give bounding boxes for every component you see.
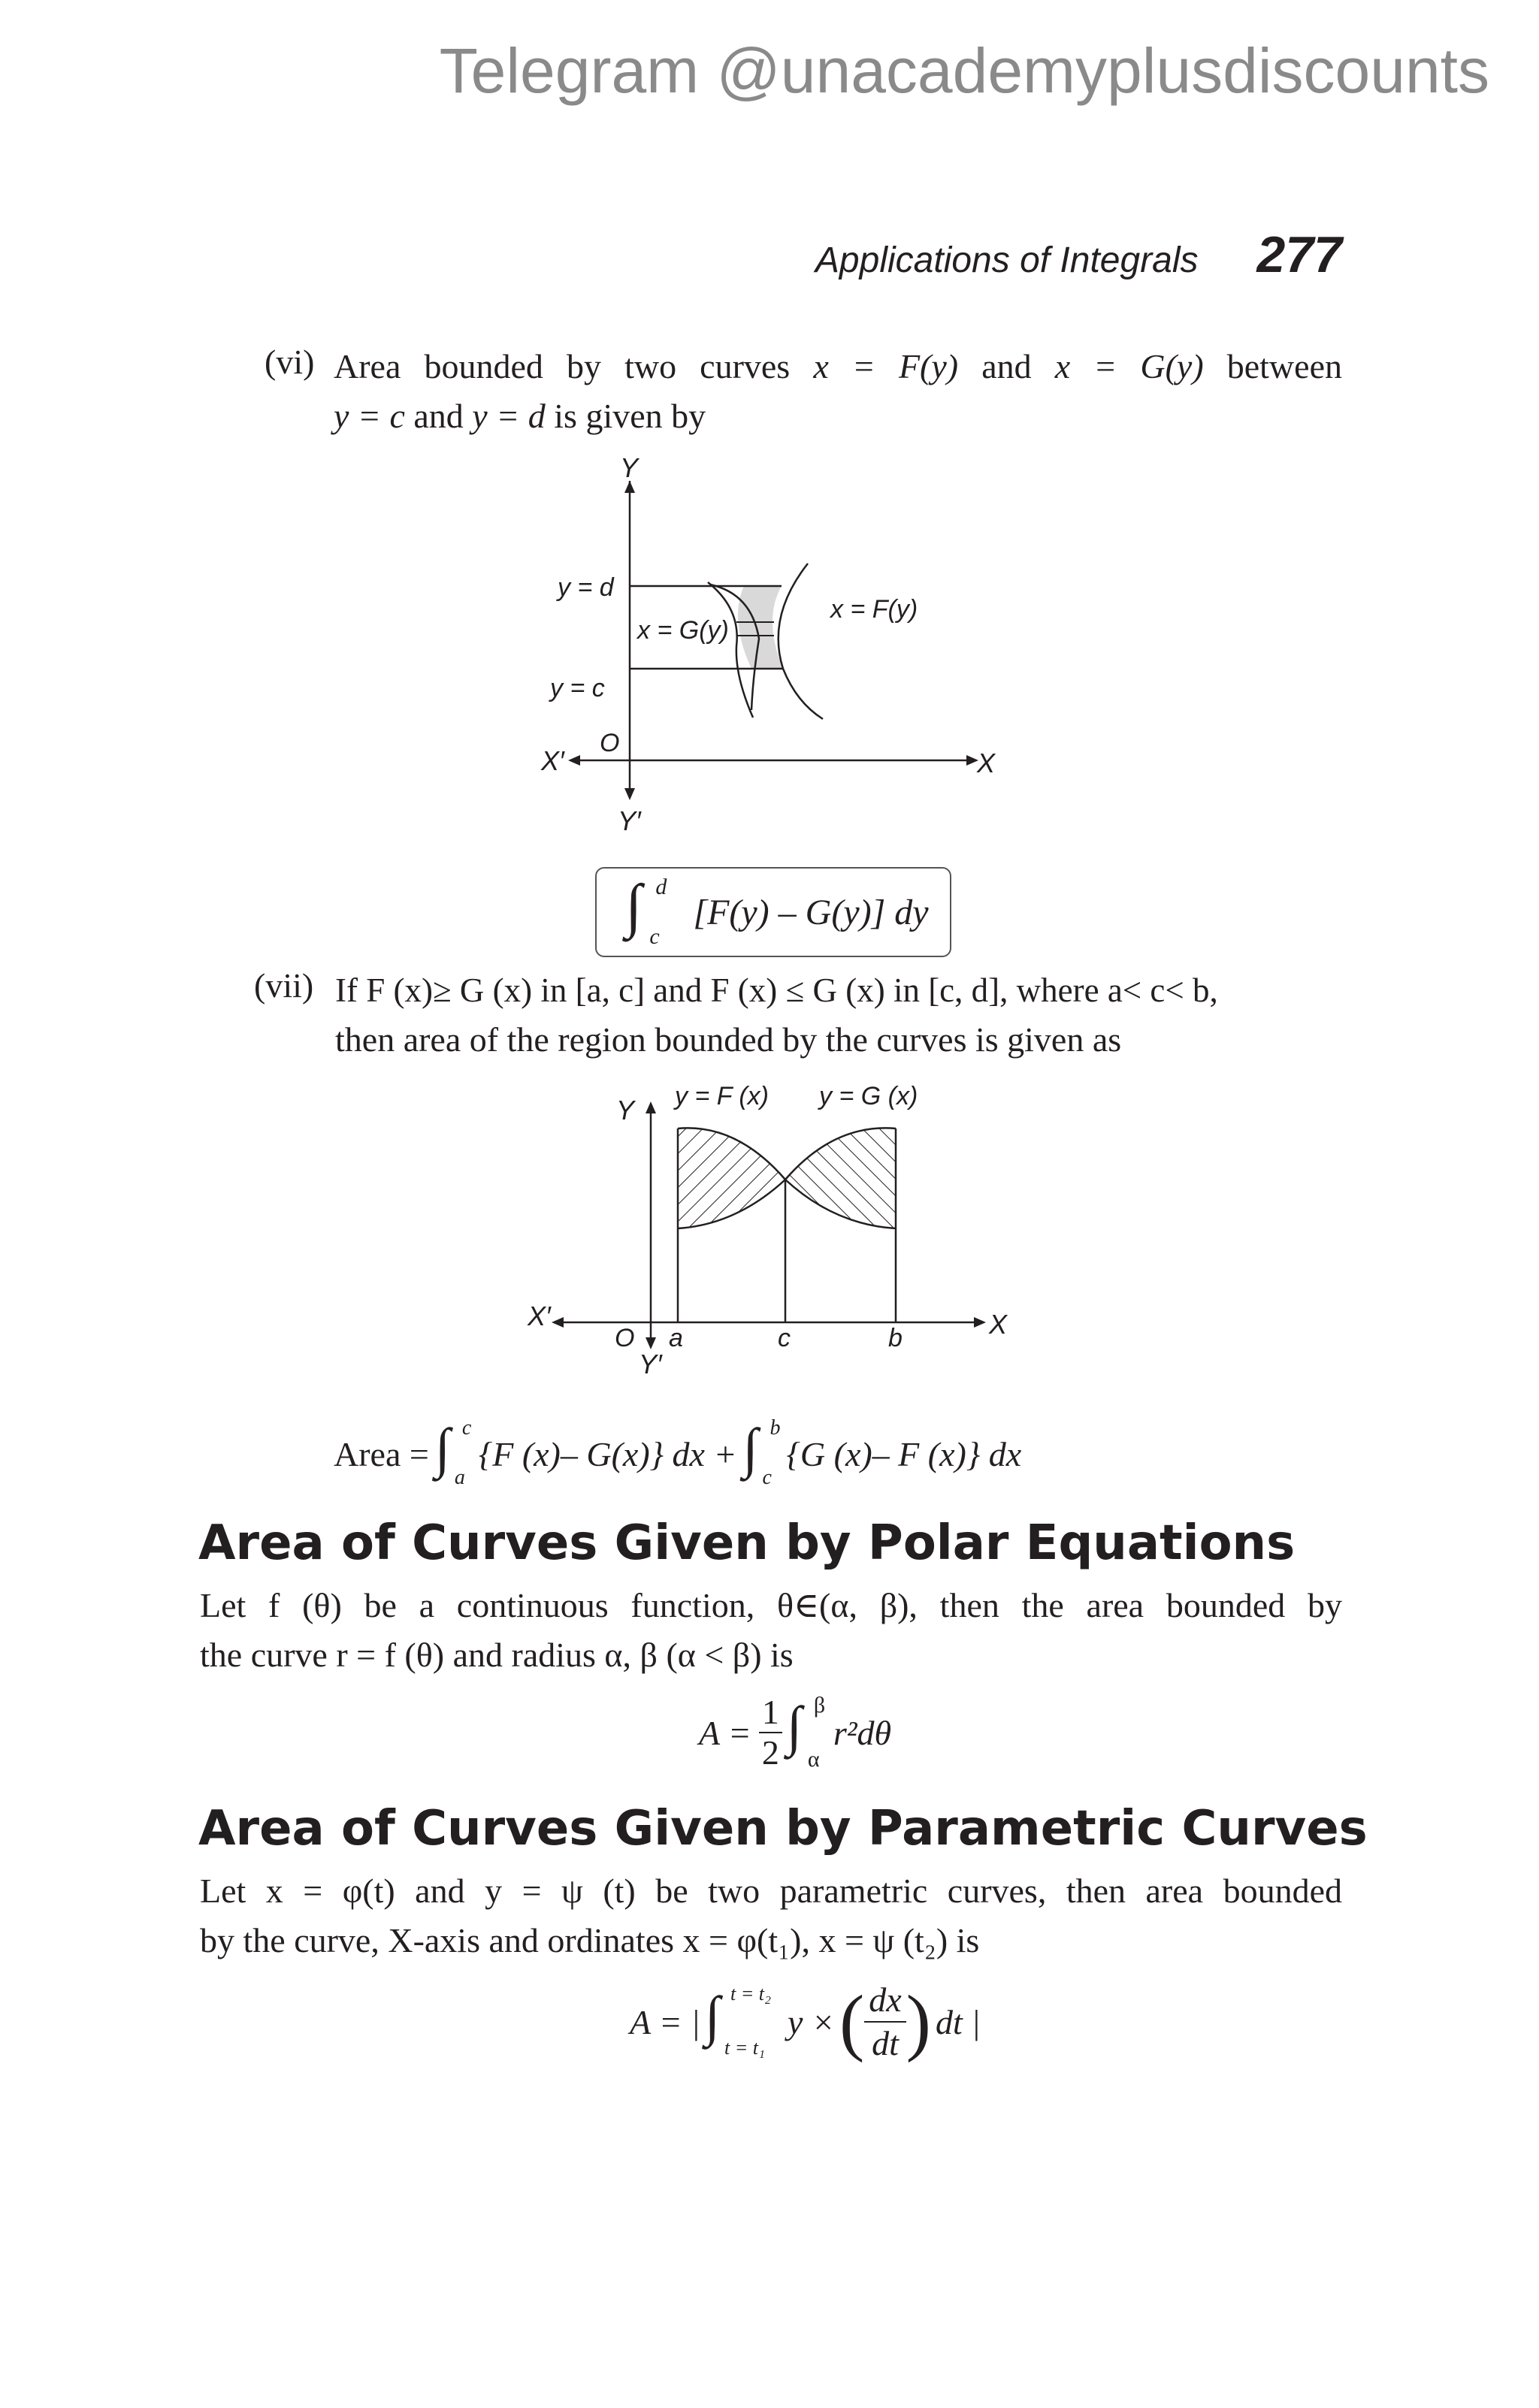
integral-upper-limit: d xyxy=(655,875,667,899)
integral-lower-limit: c xyxy=(649,924,660,949)
item-vii xyxy=(254,965,1342,1065)
polar-line2: the curve r = f (θ) and radius α, β (α < β) is xyxy=(200,1636,794,1674)
parametric-formula xyxy=(630,1973,981,2071)
polar-integral xyxy=(787,1691,833,1774)
polar-formula xyxy=(699,1687,891,1778)
parametric-integral-upper: t = t₂ xyxy=(730,1983,771,2005)
item-vi-label: (vi) xyxy=(265,343,315,381)
integral-sign-wrap xyxy=(618,875,678,950)
item-vii-line2: then area of the region bounded by the curves is given as xyxy=(335,1020,1122,1059)
polar-integral-sign: ∫ xyxy=(786,1696,803,1757)
heading-parametric: Area of Curves Given by Parametric Curves xyxy=(198,1801,1368,1857)
area-integrand2: {G (x)– F (x)} dx xyxy=(786,1434,1022,1473)
item-vi-and: and xyxy=(958,347,1055,385)
math-y-eq-c: y = c xyxy=(334,397,405,435)
fig2-x-arrow-left xyxy=(552,1317,564,1328)
area-integrand1: {F (x)– G(x)} dx + xyxy=(478,1434,737,1473)
fig2-label-X-neg: X′ xyxy=(528,1301,551,1331)
parametric-tail: dt | xyxy=(935,2002,981,2041)
item-vi-line1 xyxy=(334,342,1342,391)
polar-integral-lower: α xyxy=(807,1747,820,1772)
x-axis-arrow-left xyxy=(568,755,580,766)
parametric-line1: Let x = φ(t) and y = ψ (t) be two parametric curves, then area bounded xyxy=(200,1872,1342,1910)
parametric-line2: by the curve, X-axis and ordinates x = φ(t₁), x = ψ (t₂) is xyxy=(200,1921,980,1959)
parametric-frac-den: dt xyxy=(872,2024,899,2062)
item-vi xyxy=(265,342,1342,441)
area-integral1 xyxy=(435,1416,479,1491)
area-integral2-upper: b xyxy=(770,1416,781,1440)
polar-half-den: 2 xyxy=(761,1733,779,1772)
integral-sign: ∫ xyxy=(625,873,643,939)
parametric-dx-dt-fraction xyxy=(864,1979,906,2065)
item-vi-text: Area bounded by two curves xyxy=(334,347,814,385)
fig1-label-O: O xyxy=(600,729,620,757)
math-y-eq-d: y = d xyxy=(472,397,546,435)
fig1-label-F: x = F(y) xyxy=(830,595,918,624)
region-a-c-hatched xyxy=(678,1128,785,1228)
polar-half-num: 1 xyxy=(759,1693,782,1733)
fig2-label-b: b xyxy=(888,1324,903,1352)
fig2-label-c: c xyxy=(778,1324,791,1352)
item-vi-line2 xyxy=(334,391,1342,441)
polar-integral-upper: β xyxy=(813,1693,826,1718)
curve-F xyxy=(779,563,823,719)
polar-A-eq: A = xyxy=(699,1713,751,1752)
area-prefix: Area = xyxy=(334,1434,429,1473)
page-number: 277 xyxy=(1256,226,1342,283)
fig1-label-Y: Y xyxy=(620,452,639,483)
fig1-label-G: x = G(y) xyxy=(637,616,729,645)
parametric-integral xyxy=(705,1977,788,2067)
fig2-label-Y: Y xyxy=(616,1095,635,1125)
area-integral2-lower: c xyxy=(762,1466,772,1489)
polar-half-fraction xyxy=(759,1693,782,1772)
parametric-y-times: y × xyxy=(787,2002,835,2041)
integrand-F-minus-G: [F(y) – G(y)] dy xyxy=(693,892,929,932)
parametric-integral-sign: ∫ xyxy=(704,1986,721,2047)
chapter-title: Applications of Integrals xyxy=(815,240,1199,280)
fig1-label-X: X xyxy=(977,748,996,778)
fig2-x-arrow-right xyxy=(974,1317,986,1328)
figure-area-between-curves-y xyxy=(511,451,1037,841)
formula-box-integral-c-to-d xyxy=(595,867,951,957)
area-integral2-sign: ∫ xyxy=(742,1418,758,1479)
fig2-label-a: a xyxy=(669,1324,683,1352)
fig1-label-Y-neg: Y′ xyxy=(618,805,641,836)
item-vi-is-given-by: is given by xyxy=(545,397,706,435)
area-integral1-sign: ∫ xyxy=(434,1418,451,1479)
polar-integrand: r²dθ xyxy=(833,1713,892,1752)
area-formula xyxy=(334,1412,1021,1495)
paren-close: ) xyxy=(906,1980,931,2063)
area-integral1-upper: c xyxy=(461,1416,472,1440)
item-vi-and2: and xyxy=(404,397,473,435)
parametric-frac-num: dx xyxy=(864,1979,906,2023)
fig2-label-Y-neg: Y′ xyxy=(639,1349,662,1379)
fig2-label-F: y = F (x) xyxy=(675,1082,769,1110)
heading-polar: Area of Curves Given by Polar Equations xyxy=(198,1515,1296,1571)
fig2-label-X: X xyxy=(989,1309,1008,1340)
parametric-A-eq: A = | xyxy=(630,2002,700,2041)
shaded-region xyxy=(738,586,783,669)
region-c-b-hatched xyxy=(785,1128,896,1228)
fig1-label-X-neg: X′ xyxy=(541,745,564,776)
parametric-paragraph xyxy=(200,1866,1342,1965)
area-integral1-lower: a xyxy=(454,1466,465,1489)
item-vi-between: between xyxy=(1203,347,1342,385)
fig1-label-y-c: y = c xyxy=(550,674,605,702)
paren-open: ( xyxy=(839,1980,865,2063)
fig2-label-O: O xyxy=(615,1324,635,1352)
area-integral2 xyxy=(743,1416,787,1491)
fig2-y-arrow-up xyxy=(646,1101,656,1113)
fig2-y-arrow-down xyxy=(646,1337,656,1349)
running-head xyxy=(815,225,1342,284)
parametric-integral-lower: t = t₁ xyxy=(724,2037,765,2059)
math-x-eq-Gy: x = G(y) xyxy=(1054,347,1204,385)
watermark-text: Telegram @unacademyplusdiscounts xyxy=(439,35,1489,106)
y-axis-arrow-down xyxy=(624,788,635,800)
item-vii-label: (vii) xyxy=(254,966,314,1005)
math-x-eq-Fy: x = F(y) xyxy=(813,347,959,385)
polar-line1: Let f (θ) be a continuous function, θ∈(α, β), then the area bounded by xyxy=(200,1586,1342,1624)
item-vii-line1: If F (x)≥ G (x) in [a, c] and F (x) ≤ G (x) in [c, d], where a< c< b, xyxy=(335,971,1218,1009)
polar-paragraph xyxy=(200,1581,1342,1680)
fig1-label-y-d: y = d xyxy=(558,573,614,602)
fig2-label-G: y = G (x) xyxy=(819,1082,918,1110)
figure-area-two-regions xyxy=(519,1074,1030,1390)
